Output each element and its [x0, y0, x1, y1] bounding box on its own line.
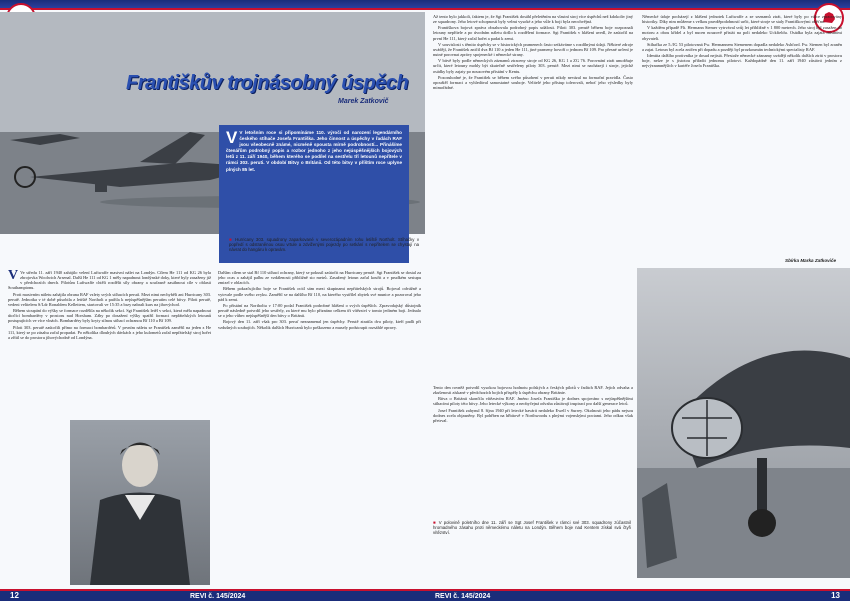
page-number-right: 13 — [831, 591, 840, 600]
bottom-divider-right — [425, 589, 850, 591]
col3-para-4: V bitvě byly podle německých záznamů ztraceny stroje od KG 26, KG 1 a ZG 76. Porovnání ztrát umožňuje určit, které letouny mohly být skutečně sestřeleny piloty 303. perutě. Mezi nimi se nacházejí i stroje, jejichž osádky byly zajaty po nouzovém přistání v Kentu. — [433, 58, 633, 74]
page-number-left: 12 — [10, 591, 19, 600]
bottom-photo-caption: ■ V polovině poletního dne 11. září se Sgt Josef František v rámci své 303. squadrony zúčastnil hromadného zásahu proti německému náletu na Londýn. Během boje nad Kentem získal svá čtyři vítězství. — [433, 520, 631, 536]
bottom-caption-text: V polovině poletního dne 11. září se Sgt Josef František v rámci své 303. squadrony zúčastnil hromadného zásahu proti německému náletu na Londýn. Během boje nad Kentem získal svá čtyři vítězství. — [433, 520, 631, 536]
right-page — [425, 0, 850, 601]
col4-para-4: Identita dalšího protivníka je dosud nejistá. Přestože německé záznamy uvádějí několik dalších ztrát v prostoru boje, nelze je s jistotou přiřadit jednomu pilotovi. Každopádně den 11. září 1940 zůstává jedním z nejvýznamnějších v kariéře Josefa Františka. — [642, 53, 842, 69]
col4-para-1: Německé údaje pocházejí z hlášení jednotek Luftwaffe a ze seznamů ztrát, které byly po válce zpracovány historiky. Díky nim můžeme s velkou pravděpodobností určit, které stroje se staly Františkovými oběťmi. — [642, 14, 842, 25]
col3-para-2: Františkova bojová zpráva obsahovala podrobný popis události. Piloti 303. perutě během boje rozpoznali letouny nepřítele a po úvodním náletu došlo k rozdělení formace. Sgt František v hlášení uvedl, že zaútočil na první He 111, který začal hořet a padat k zemi. — [433, 25, 633, 41]
col2-para-3: Po přistání na Northoltu v 17:00 podal František podrobné hlášení o svých úspěších. Zpravodajský důstojník perutě následně potvrdil jeho sestřely, za které mu bylo přiznáno celkem tři vítězství v tomto jediném boji. Jednalo se o jeho vůbec nejúspěšnější den bitvy o Británii. — [218, 302, 421, 319]
col1-para-3: Během stoupání do výšky se formace rozdělila na několik sekcí. Sgt František letěl v sekci, která měla napadnout útočící bombardéry v prostoru nad Horsham. Záhy po dosažení výšky spatřil formaci nepřátelských letounů postupujících ve více vlnách. Bombardéry byly kryty silnou stíhací ochranou Bf 110 a Bf 109. — [8, 308, 211, 324]
bomber-illustration — [637, 268, 850, 578]
top-band-right — [425, 0, 850, 8]
col2-para-1: Dalším cílem se stal Bf 110 stíhací ochrany, který se pokusil zaútočit na Hurricany perutě. Sgt František se dostal za jeho ocas a zahájil palbu ze vzdálenosti přibližně sto metrů. Zasažený letoun začal kouřit a v prudkém sestupu zmizel v oblacích. — [218, 270, 421, 286]
pilot-portrait — [70, 420, 210, 585]
article-author: Marek Zatkovič — [338, 98, 389, 105]
article-title: Františkův trojnásobný úspěch — [126, 72, 409, 94]
col2-para-4: Bojový den 11. září však pro 303. peruť neznamenal jen úspěchy. Perutě ztratila dva piloty, kteří padli při vzdušných soubojích. Několik dalších Hurricanů bylo poškozeno a musely podstoupit rozsáhlé opravy. — [218, 319, 421, 330]
col4-para-2: V každém případě Flt. Hermann Siemer vytrvával svůj let přibližně v 1 800 metrech. Jeho stroj byl zasažen do motoru a obou křídel a byl nucen nouzově přistát na poli nedaleko Uckfieldu. Osádka byla zajata místními obyvateli. — [642, 25, 842, 41]
col3-para-1: Až tento bylo jakkoli, faktem je, že Sgt František dosáhl přeletěním na vlastní stroj více úspěchů než kdokoliv jiný ze squadrony. Jeho letové schopnosti byly velmi vysoké a jeho vůle k boji byla neochvějná. — [433, 14, 633, 25]
col2-para-2: Během pokračujícího boje se František ocitl sám mezi skupinami nepřátelských strojů. Bojoval odvážně a vytrvale podle svého zvyku. Zaměřil se na dalšího Bf 110, na kterého vystřílel zbytek své munice a pozoroval jeho pád k zemi. — [218, 286, 421, 302]
footer-right: REVI č. 145/2024 — [435, 593, 491, 600]
column-2 — [218, 270, 421, 585]
top-divider — [0, 8, 425, 10]
col1-para-4: Piloti 303. perutě zaútočili přímo na formaci bombardérů. V prvním náletu se František zaměřil na jeden z He 111, který se po zásahu začal propadat. Po několika dlouhých dávkách z jeho kulometů začal nepřátelský stroj hořet a zřítil se do prostoru jihovýchodně od Londýna. — [8, 324, 211, 340]
top-band — [0, 0, 425, 8]
col5-para-1: Tento den rovněž potvrdil vysokou bojovou hodnotu polských a českých pilotů v řadách RAF. Jejich odvaha a zkušenosti získané v předchozích bojích přispěly k úspěchu obrany Británie. — [433, 385, 633, 396]
photo-credit: Sbírka Marka Zatkoviče — [785, 258, 837, 263]
column-1: V Ve středu 11. září 1940 zahájilo velení Luftwaffe masivní nálet na Londýn. Cílem He 111 od KG 26 byla zbrojovka Woolwich Arsenal. Další He 111 od KG 1 měly napadnout londýnské doky, které byly zasaženy již v předchozích dnech. Pilotům Luftwaffe chtěli rozdělit síly obrany a současně zasáhnout cíle v oblasti Southamptonu. Proti masivním náletu zahájila obrana RAF vzlety svých stíhacích perutí. Mezi nimi nechyběli ani Hurricany 303. perutě. Jednotka v té době působila z letiště Northolt a patřila k nejúspěšnějším perutím celé bitvy. Piloti perutě, vedeni velitelem S/Ldr Ronaldem Kellettem, startovali ve 15:35 a brzy nabrali kurs na jihovýchod. Během stoupání do výšky se formace rozdělila na několik sekcí. Sgt František letěl v sekci, která měla napadnout útočící bombardéry v prostoru nad Horsham. Záhy po dosažení výšky spatřil formaci nepřátelských letounů postupujících ve více vlnách. Bombardéry byly kryty silnou stíhací ochranou Bf 110 a Bf 109. Piloti 303. perutě zaútočili přímo na formaci bombardérů. V prvním náletu se František zaměřil na jeden z He 111, který se po zásahu začal propadat. Po několika dlouhých dávkách z jeho kulometů začal nepřátelský stroj hořet a zřítil se do prostoru jihovýchodně od Londýna. — [8, 270, 211, 340]
footer-left: REVI č. 145/2024 — [190, 593, 246, 600]
bottom-divider — [0, 589, 425, 591]
col1-para-2: Proti masivním náletu zahájila obrana RAF vzlety svých stíhacích perutí. Mezi nimi nechyběli ani Hurricany 303. perutě. Jednotka v té době působila z letiště Northolt a patřila k nejúspěšnějším perutím celé bitvy. Piloti perutě, vedeni velitelem S/Ldr Ronaldem Kellettem, startovali ve 15:35 a brzy nabrali kurs na jihovýchod. — [8, 291, 211, 307]
top-caption-text: Hurricany 303. squadrony zaparkované v severozápadním rohu letiště Northolt. Stíhačky v popředí s odstraněnou osou vrtule a zdviženými pojezdy po setkání s nepřítelem se chystají na návrat do hangáru k opravám. — [229, 237, 419, 253]
bomber-photo — [637, 268, 850, 578]
intro-text: V letošním roce si připomínáme 110. výročí od narození legendárního českého stíhače Josefa Františka. Jeho činnost a úspěchy v řadách RAF jsou všeobecně známé, nicméně spousta mírně podrobností... Přinášíme čtenářům podrobný popis a rozbor jednoho z jeho nejúspěšnějších bojových letů z 11. září 1940, během kterého se podílel na sestřelu tří letounů nepřítele v rámci 303. peruti. V období Bitvy o Británii. Od této bitvy v příštím roce uplyne plných 85 let. — [226, 130, 402, 172]
intro-dropcap: V — [226, 128, 238, 147]
column-3 — [433, 14, 633, 384]
col5-para-3: Josef František zahynul 8. října 1940 při letecké havárii nedaleko Ewell v Surrey. Okolnosti jeho pádu nejsou dodnes zcela objasněny. Byl pohřben na hřbitově v Northwoodu s plnými vojenskými poctami. Jeho odkaz však přetrval. — [433, 407, 633, 423]
col3-para-5: Pozoruhodné je, že František se během svého působení v peruti nikdy nevázal na formační pravidla. Často opouštěl formaci a vyhledával samostatné souboje. Velitelé jeho přístup tolerovali, neboť jeho výsledky byly mimořádné. — [433, 74, 633, 91]
column-4 — [642, 14, 842, 194]
top-divider-right — [425, 8, 850, 10]
column-5 — [433, 385, 633, 515]
portrait-photo — [70, 420, 210, 585]
col4-para-3: Stíhačka ze 5./JG 53 pilotovaná Fw. Hermannem Siemenem dopadla nedaleko Ashford. Fw. Siemen byl zraněn a zajat. Letoun byl zcela zničen při dopadu a později byl prozkoumán technickými specialisty RAF. — [642, 41, 842, 52]
col1-para-1: Ve středu 11. září 1940 zahájilo velení Luftwaffe masivní nálet na Londýn. Cílem He 111 od KG 26 byla zbrojovka Woolwich Arsenal. Další He 111 od KG 1 měly napadnout londýnské doky, které byly zasaženy již v předchozích dnech. Pilotům Luftwaffe chtěli rozdělit síly obrany a současně zasáhnout cíle v oblasti Southamptonu. — [8, 270, 211, 291]
col5-para-2: Bitva o Británii skončila vítězstvím RAF. Jméno Josefa Františka je dodnes spojováno s nejúspěšnějšími stíhacími piloty této bitvy. Jeho letecké výkony a neobyčejná odvaha zůstávají inspirací pro další generace letců. — [433, 396, 633, 407]
top-photo-caption: ■ Hurricany 303. squadrony zaparkované v severozápadním rohu letiště Northolt. Stíhačky v popředí s odstraněnou osou vrtule a zdviženými pojezdy po setkání s nepřítelem se chystají na návrat do hangáru k opravám. — [229, 237, 419, 253]
col3-para-3: V souvislosti s těmito úspěchy se v historických pramenech často setkáváme s rozdílnými údaji. Některé zdroje uvádějí, že František zničil dva Bf 110 a jeden He 111, jiné prameny hovoří o jednom Bf 109. Pro přesné určení je nutné porovnat zprávy spojenecké i německé strany. — [433, 41, 633, 58]
